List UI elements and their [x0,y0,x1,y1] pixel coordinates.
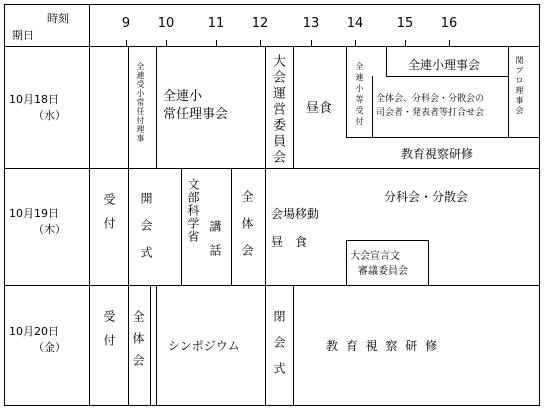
event-zenrenshou-riji: 全連小理事会 [408,58,481,72]
hour-label: 14 [346,16,364,31]
event-shikai-meeting: 全体会、分科会・分散会の 司会者・発表者等打合せ会 [376,94,485,118]
event-taikai-unei: 大会運営委員会 [270,54,285,166]
event-symposium: シンポジウム [168,339,240,353]
day-weekday: （水） [33,109,66,122]
tick-16 [449,40,450,47]
event-zenrenshou-reception: 全連小等受付 [355,62,364,128]
r2-vline [181,168,182,285]
date-label: 期日 [12,29,34,42]
r2-vline [265,168,266,285]
tick-14 [355,40,356,47]
event-fuji-riji: 全連受小常任付理事 [136,62,145,143]
tick-15 [405,40,406,47]
r3-vline [265,285,266,405]
hour-label: 12 [251,16,269,31]
r2-sengen-top [346,240,428,241]
day-date: 10月19日 [9,207,59,220]
event-bunka: 分科会・分散会 [384,190,469,204]
tick-11 [216,40,217,47]
event-monbu-col1: 文部科学省 [186,178,200,243]
r1-vline [346,46,347,137]
event-lunch: 昼食 [306,101,333,116]
r1-shisatsu-divider [346,137,540,138]
event-kyoiku-shisatsu: 教育視察研修 [401,147,474,161]
event-reception: 受 付 [102,310,116,346]
r3-vline [128,285,129,405]
event-lunch: 昼 食 [271,235,308,249]
hour-label: 11 [207,16,225,31]
event-opening: 開会式 [139,192,153,273]
event-sengen-line2: 審議委員会 [358,266,408,277]
r1-riji-divider [386,76,508,77]
day-weekday: （金） [33,341,66,354]
r3-vline [150,285,151,405]
header-bottom-border [4,46,540,47]
tick-12 [260,40,261,47]
event-fuji-jonin: 全連小 常任理事会 [163,89,229,122]
table-top-border [4,4,540,5]
day-weekday: （木） [33,223,66,236]
r1-vline [156,46,157,168]
event-move: 会場移動 [271,207,320,221]
event-prologue-riji: 関ブロ理事会 [515,56,524,116]
event-zentai: 全体会 [240,190,254,271]
tick-9 [126,40,127,47]
r3-vline [293,285,294,405]
hour-label: 10 [157,16,175,31]
table-bottom-border [4,405,540,406]
r1-vline [386,46,387,76]
day-date: 10月20日 [9,325,59,338]
event-monbu-col2: 講 話 [208,220,222,256]
r2-vline [128,168,129,285]
hour-label: 15 [396,16,414,31]
tick-10 [166,40,167,47]
r1-vline [128,46,129,168]
r1-vline [293,46,294,168]
day-date: 10月18日 [9,93,59,106]
event-reception: 受 付 [102,193,116,229]
row-divider-1 [4,168,540,169]
table-right-border [539,4,540,406]
event-sengen-line1: 大会宣言文 [350,251,400,262]
r1-vline [265,46,266,168]
tick-13 [311,40,312,47]
event-closing: 閉会式 [272,310,286,388]
event-kyoiku-shisatsu: 教 育 視 察 研 修 [326,339,440,353]
hour-label: 16 [440,16,458,31]
row-divider-2 [4,285,540,286]
time-label: 時刻 [47,12,69,25]
r1-vline [508,46,509,137]
r1-vline [372,76,373,137]
table-left-border [4,4,5,406]
hour-label: 9 [121,16,131,31]
hour-label: 13 [302,16,320,31]
r2-vline [346,240,347,285]
r3-vline [156,285,157,405]
r2-vline [428,240,429,285]
r2-vline [231,168,232,285]
date-column-border [89,4,90,406]
event-zentai: 全体会 [131,310,145,376]
